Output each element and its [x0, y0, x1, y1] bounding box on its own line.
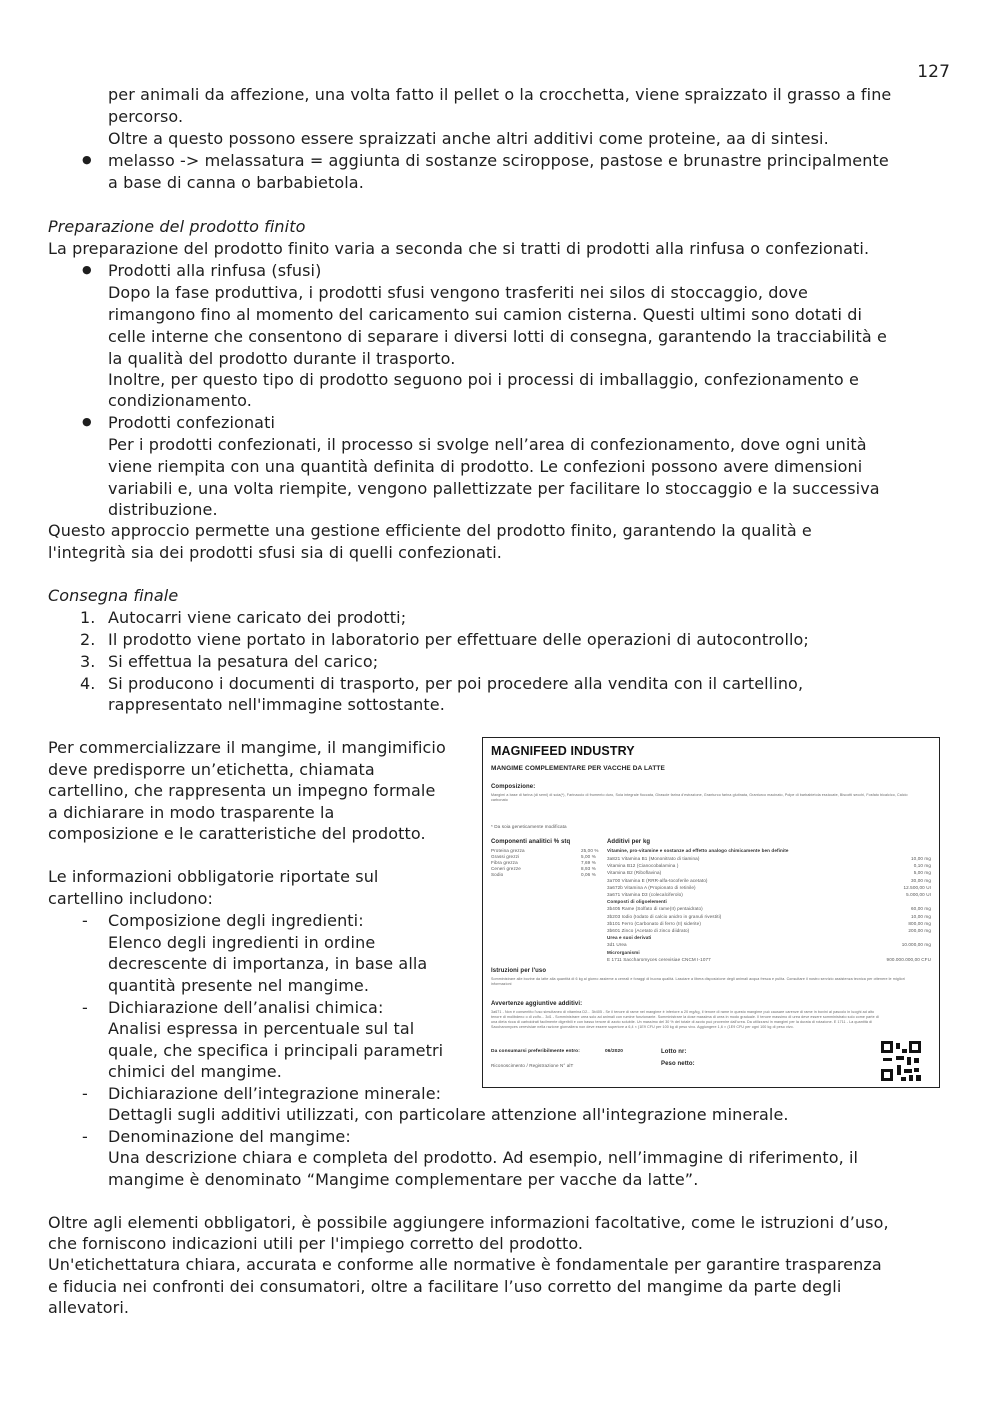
label-ogm-note: * Da soia geneticamente modificata — [491, 824, 567, 829]
label-analitici-value: 8,93 % — [581, 866, 596, 871]
bullet-icon: ● — [82, 153, 92, 166]
label-consumarsi: Da consumarsi preferibilmente entro: — [491, 1049, 580, 1054]
label-additivi-value: 5,00 mg — [913, 870, 931, 876]
paragraph-line: la qualità del prodotto durante il trasporto. — [108, 349, 456, 368]
list-item-confezionati: Prodotti confezionati — [108, 413, 276, 432]
section-heading-preparazione: Preparazione del prodotto finito — [48, 217, 306, 236]
list-item: Si producono i documenti di trasporto, per poi procedere alla vendita con il cartellino, — [108, 674, 804, 693]
label-additivi-name: E 1711 Saccharomyces cerevisiae CNCM I-1077 — [607, 956, 711, 962]
label-analitici-value: 5,00 % — [581, 854, 596, 859]
list-item-composizione: Composizione degli ingredienti: — [108, 911, 364, 930]
label-additivi-value: 5.000,00 UI — [906, 892, 931, 897]
label-analitici-value: 7,69 % — [581, 860, 596, 865]
paragraph-line: allevatori. — [48, 1298, 130, 1317]
label-analitici-name: Ceneri grezze — [491, 866, 521, 871]
label-analitici-name: Grassi grezzi — [491, 854, 520, 859]
list-item-continuation: rappresentato nell'immagine sottostante. — [108, 695, 445, 714]
paragraph-line: mangime è denominato “Mangime complementare per vacche da latte”. — [108, 1170, 699, 1189]
paragraph-line: e fiducia nei confronti dei consumatori, oltre a facilitare l’uso corretto del mangime da parte degli — [48, 1277, 842, 1296]
paragraph-line: condizionamento. — [108, 391, 252, 410]
label-additivi-value: 30,00 mg — [911, 877, 931, 883]
label-additivi-value: 200,00 mg — [908, 928, 931, 933]
paragraph-line: Analisi espressa in percentuale sul tal — [108, 1019, 415, 1038]
paragraph-line: Dopo la fase produttiva, i prodotti sfusi vengono trasferiti nei silos di stoccaggio, dove — [108, 283, 808, 302]
paragraph-line: che forniscono indicazioni utili per l'impiego corretto del prodotto. — [48, 1234, 584, 1253]
label-additivi-name: Urea e suoi derivati — [607, 935, 652, 941]
label-brand: MAGNIFEED INDUSTRY — [491, 744, 635, 758]
label-additivi-name: 3b101 Ferro (Carbonato di ferro (II) siderite) — [607, 920, 701, 926]
qr-code-icon — [881, 1041, 921, 1081]
label-additivi-name: Microrganismi — [607, 949, 640, 955]
list-item-denominazione: Denominazione del mangime: — [108, 1127, 351, 1146]
label-additivi-name: Vitamina B2 (Riboflavina) — [607, 870, 662, 876]
label-composizione-title: Composizione: — [491, 784, 536, 790]
paragraph-line: Una descrizione chiara e completa del prodotto. Ad esempio, nell’immagine di riferimento, il — [108, 1148, 859, 1167]
label-additivi-value: 0,10 mg — [913, 863, 931, 869]
list-number: 4. — [80, 674, 96, 693]
list-number: 3. — [80, 652, 96, 671]
paragraph-line: Dettagli sugli additivi utilizzati, con particolare attenzione all'integrazione minerale. — [108, 1105, 789, 1124]
paragraph-line: Le informazioni obbligatorie riportate sul — [48, 867, 379, 886]
label-additivi-value: 900.000.000,00 CFU — [886, 956, 931, 962]
dash-marker: - — [82, 1084, 88, 1103]
list-item: Si effettua la pesatura del carico; — [108, 652, 379, 671]
label-additivi-title: Additivi per kg — [607, 839, 651, 845]
bullet-icon: ● — [82, 263, 92, 276]
label-additivi-name: 3b601 Zinco (Acetato di zinco diidrato) — [607, 928, 690, 933]
paragraph-line: La preparazione del prodotto finito varia a seconda che si tratti di prodotti alla rinfusa o confezionati. — [48, 239, 870, 258]
label-product-name: MANGIME COMPLEMENTARE PER VACCHE DA LATTE — [491, 765, 665, 772]
label-additivi-name: 3a821 Vitamina B1 (Mononitrato di tiamina) — [607, 856, 700, 861]
label-avvertenze-text: 3a671 - Non è consentito l'uso simultaneo di vitamina D2... 3b405 - Se il tenore di rame nel mangime è inferiore a 20 mg/kg, il tenore di rame in questo mangime può causare carenze di rame in bovini al pascolo in luoghi ad alto tenore di molibdeno o di zolfo... 3d1 - Somministrare urea solo ad animali con rumine funzionante. Somministrare la dose massima di urea in modo graduale. Il tenore massimo di urea deve essere somministrato solo come parte di una dieta ricca di carboidrati facilmente digeribili e con basso tenore di azoto solubile. Un massimo del 30 % del totale di azoto può provenire dall'urea. Da utilizzarsi in mangimi per la durata di rotazione. E 1711 - La quantità di Saccharomyces cerevisiae nella razione giornaliera non deve essere superiore a 6,4 × (1E9 CFU per 100 kg di peso vivo. Aggiungere 1,6 × (1E9 CFU per ogni 100 kg di peso vivo. — [491, 1010, 879, 1029]
dash-marker: - — [82, 911, 88, 930]
dash-marker: - — [82, 1127, 88, 1146]
paragraph-line: viene riempita con una quantità definita di prodotto. Le confezioni possono avere dimensioni — [108, 457, 863, 476]
intro-line: Oltre a questo possono essere spraizzati anche altri additivi come proteine, aa di sintesi. — [108, 129, 829, 148]
label-additivi-name: Vitamina B12 (Cianocobalamina ) — [607, 863, 679, 869]
label-additivi-value: 10,00 mg — [911, 913, 931, 919]
label-analitici-value: 25,00 % — [581, 848, 599, 853]
paragraph-line: cartellino includono: — [48, 889, 213, 908]
label-analitici-name: Sodio — [491, 872, 504, 877]
melasso-line: a base di canna o barbabietola. — [108, 173, 364, 192]
bullet-icon: ● — [82, 415, 92, 428]
label-additivi-value: 800,00 mg — [908, 920, 931, 926]
label-additivi-name: Composti di oligoelementi — [607, 899, 667, 905]
section-heading-consegna: Consegna finale — [48, 586, 179, 605]
paragraph-line: Questo approccio permette una gestione efficiente del prodotto finito, garantendo la qualità e — [48, 521, 812, 540]
paragraph-line: Un'etichettatura chiara, accurata e conforme alle normative è fondamentale per garantire trasparenza — [48, 1255, 882, 1274]
list-item-integrazione: Dichiarazione dell’integrazione minerale: — [108, 1084, 442, 1103]
list-item-rinfusa: Prodotti alla rinfusa (sfusi) — [108, 261, 322, 280]
feed-label-image — [482, 737, 940, 1088]
paragraph-line: Inoltre, per questo tipo di prodotto seguono poi i processi di imballaggio, confezionamento e — [108, 370, 859, 389]
paragraph-line: rimangono fino al momento del caricamento sui camion cisterna. Questi ultimi sono dotati di — [108, 305, 863, 324]
paragraph-line: deve predisporre un’etichetta, chiamata — [48, 760, 375, 779]
label-additivi-name: 3a671 Vitamina D3 (colecalciferolo) — [607, 892, 683, 897]
label-analitici-name: Proteina grezza — [491, 848, 525, 853]
label-additivi-value: 60,00 mg — [911, 906, 931, 912]
label-lotto: Lotto nr: — [661, 1049, 687, 1055]
list-item: Il prodotto viene portato in laboratorio per effettuare delle operazioni di autocontrollo; — [108, 630, 809, 649]
intro-line: percorso. — [108, 107, 184, 126]
paragraph-line: Elenco degli ingredienti in ordine — [108, 933, 376, 952]
paragraph-line: Per commercializzare il mangime, il mangimificio — [48, 738, 446, 757]
paragraph-line: distribuzione. — [108, 500, 218, 519]
paragraph-line: variabili e, una volta riempite, vengono pallettizzate per facilitare lo stoccaggio e la successiva — [108, 479, 880, 498]
paragraph-line: celle interne che consentono di separare i diversi lotti di consegna, garantendo la tracciabilità e — [108, 327, 887, 346]
label-additivi-name: 3b405 Rame (Solfato di rame(II) pentaidrato) — [607, 906, 703, 912]
label-avvertenze-title: Avvertenze aggiuntive additivi: — [491, 1001, 583, 1007]
list-number: 1. — [80, 608, 96, 627]
label-additivi-name: 3b203 Iodio (Iodato di calcio anidro in granuli rivestiti) — [607, 913, 722, 919]
label-additivi-value: 10,00 mg — [911, 856, 931, 861]
paragraph-line: decrescente di importanza, in base alla — [108, 954, 428, 973]
dash-marker: - — [82, 998, 88, 1017]
label-additivi-subtitle: Vitamine, pro-vitamine e sostanze ad effetto analogo chimicamente ben definite — [607, 848, 789, 853]
page-number: 127 — [917, 62, 950, 82]
paragraph-line: l'integrità sia dei prodotti sfusi sia di quelli confezionati. — [48, 543, 502, 562]
label-additivi-name: 3d1 Urea — [607, 942, 627, 948]
label-additivi-name: 3a672b Vitamina A (Propionato di retinile) — [607, 884, 696, 890]
paragraph-line: composizione e le caratteristiche del prodotto. — [48, 824, 426, 843]
list-number: 2. — [80, 630, 96, 649]
label-additivi-value: 10.000,00 mg — [901, 942, 931, 948]
label-additivi-value: 12.500,00 UI — [903, 884, 931, 890]
list-item: Autocarri viene caricato dei prodotti; — [108, 608, 407, 627]
label-additivi-name: 3a700 Vitamina E (RRR-alfa-tocoferile acetato) — [607, 877, 708, 883]
label-istruzioni-title: Istruzioni per l'uso — [491, 968, 547, 974]
melasso-line: melasso -> melassatura = aggiunta di sostanze sciroppose, pastose e brunastre principalmente — [108, 151, 889, 170]
label-composizione-text: Mangimi a base di farina (di semi) di soia(*), Farinaccio di frumento duro, Soia integrale fioccata, Girasole farina d'estrazione, Granturco farina glutinata, Granturco macinato, Polpe di barbabietola essiccate, Biscotti secchi, Fosfato bicalcico, Calcio carbonato — [491, 793, 908, 802]
label-analitici-value: 0,06 % — [581, 872, 596, 877]
paragraph-line: Oltre agli elementi obbligatori, è possibile aggiungere informazioni facoltative, come le istruzioni d’uso, — [48, 1213, 889, 1232]
intro-line: per animali da affezione, una volta fatto il pellet o la crocchetta, viene spraizzato il grasso a fine — [108, 85, 892, 104]
label-istruzioni-text: Somministrare alle bovine da latte alla quantità di 6 kg al giorno assieme a cereali e foraggi di buona qualità. Lasciare a libera disposizione degli animali acqua fresca e pulita. Consultare il nostro servizio assistenza tecnica per ottenere le migliori informazioni — [491, 977, 905, 986]
label-riconoscimento: Riconoscimento / Registrazione N° alT — [491, 1063, 574, 1068]
label-analitici-name: Fibra grezza — [491, 860, 518, 865]
paragraph-line: a dichiarare in modo trasparente la — [48, 803, 335, 822]
paragraph-line: Per i prodotti confezionati, il processo si svolge nell’area di confezionamento, dove ogni unità — [108, 435, 867, 454]
label-consumarsi-value: 06/2020 — [605, 1049, 624, 1054]
paragraph-line: quale, che specifica i principali parametri — [108, 1041, 444, 1060]
paragraph-line: cartellino, che rappresenta un impegno formale — [48, 781, 436, 800]
list-item-analisi: Dichiarazione dell’analisi chimica: — [108, 998, 384, 1017]
paragraph-line: quantità presente nel mangime. — [108, 976, 370, 995]
paragraph-line: chimici del mangime. — [108, 1062, 282, 1081]
label-analitici-title: Componenti analitici % stq — [491, 839, 571, 845]
label-peso: Peso netto: — [661, 1061, 695, 1067]
